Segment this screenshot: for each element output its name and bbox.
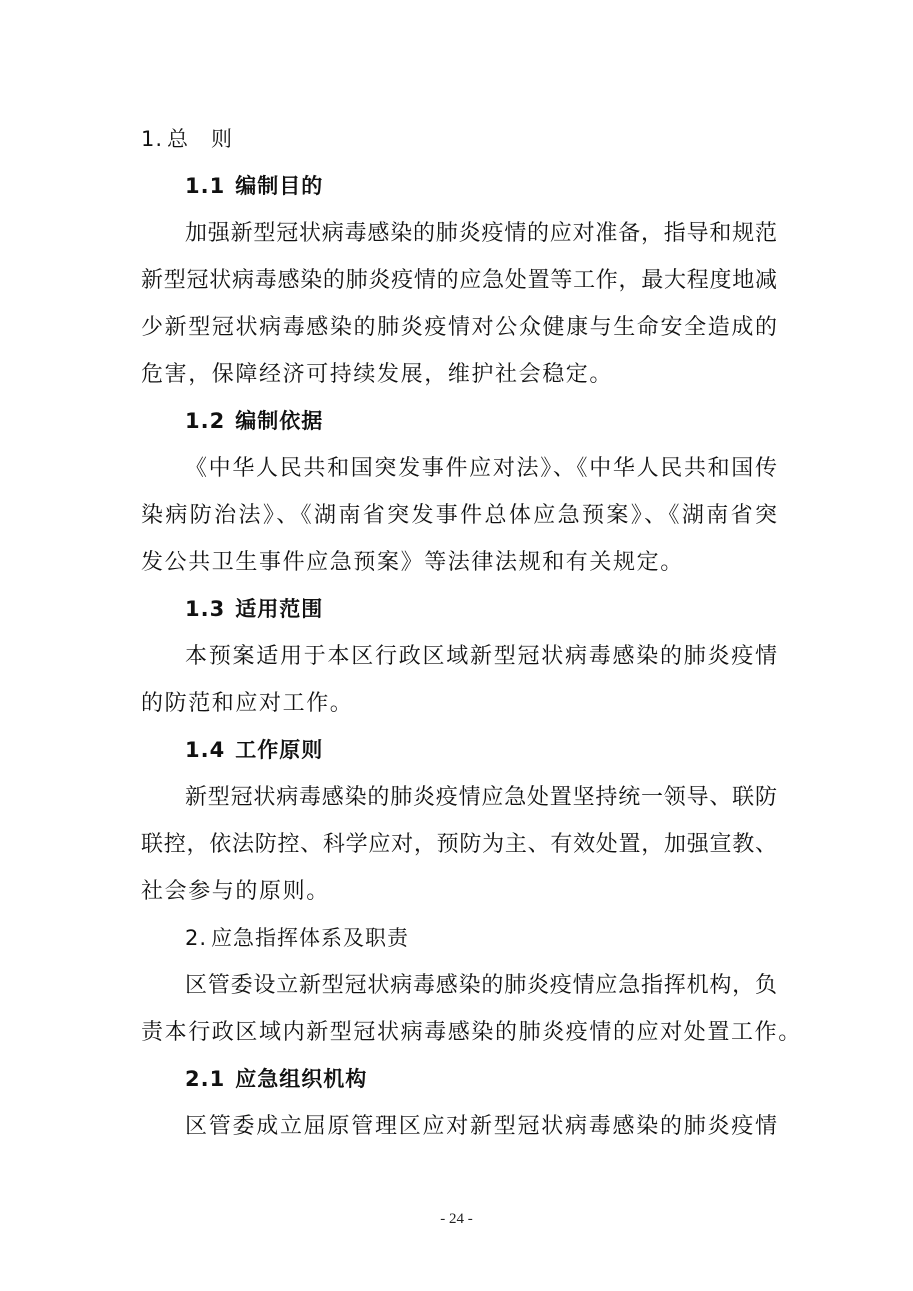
paragraph-basis bbox=[141, 445, 777, 586]
paragraph-line: 染病防治法》、《湖南省突发事件总体应急预案》、《湖南省突 bbox=[141, 503, 777, 528]
page-number: - 24 - bbox=[440, 1211, 473, 1227]
subsection-number: 1.3 bbox=[185, 597, 226, 621]
subsection-number: 1.4 bbox=[185, 738, 226, 762]
paragraph-line: 发公共卫生事件应急预案》等法律法规和有关规定。 bbox=[141, 550, 684, 575]
subsection-title: 适用范围 bbox=[235, 597, 324, 621]
paragraph-line: 区管委成立屈原管理区应对新型冠状病毒感染的肺炎疫情 bbox=[185, 1114, 777, 1139]
paragraph-line: 联控，依法防控、科学应对，预防为主、有效处置，加强宣教、 bbox=[141, 832, 777, 857]
paragraph-scope bbox=[141, 633, 777, 727]
subsection-heading-scope bbox=[141, 586, 777, 633]
paragraph-line: 《中华人民共和国突发事件应对法》、《中华人民共和国传 bbox=[185, 456, 777, 481]
section-number: 1. bbox=[141, 127, 164, 151]
subsection-heading-principles bbox=[141, 727, 777, 774]
section-number: 2. bbox=[185, 926, 208, 950]
paragraph-line: 区管委设立新型冠状病毒感染的肺炎疫情应急指挥机构，负 bbox=[185, 973, 777, 998]
paragraph-line: 加强新型冠状病毒感染的肺炎疫情的应对准备，指导和规范 bbox=[185, 221, 777, 246]
subsection-title: 应急组织机构 bbox=[235, 1067, 368, 1091]
paragraph-line: 危害，保障经济可持续发展，维护社会稳定。 bbox=[141, 362, 614, 387]
subsection-number: 1.2 bbox=[185, 409, 226, 433]
paragraph-line: 新型冠状病毒感染的肺炎疫情应急处置坚持统一领导、联防 bbox=[185, 785, 777, 810]
subsection-heading-purpose bbox=[141, 163, 777, 210]
subsection-title: 编制目的 bbox=[235, 174, 324, 198]
subsection-heading-basis bbox=[141, 398, 777, 445]
paragraph-command-system bbox=[141, 962, 802, 1056]
paragraph-purpose bbox=[141, 210, 777, 398]
paragraph-line: 新型冠状病毒感染的肺炎疫情的应急处置等工作，最大程度地减 bbox=[141, 268, 777, 293]
paragraph-line: 的防范和应对工作。 bbox=[141, 691, 354, 716]
paragraph-line: 责本行政区域内新型冠状病毒感染的肺炎疫情的应对处置工作。 bbox=[141, 1020, 802, 1045]
section-heading-general bbox=[141, 116, 777, 163]
paragraph-line: 本预案适用于本区行政区域新型冠状病毒感染的肺炎疫情 bbox=[185, 644, 777, 669]
paragraph-line: 少新型冠状病毒感染的肺炎疫情对公众健康与生命安全造成的 bbox=[141, 315, 777, 340]
subsection-number: 1.1 bbox=[185, 174, 226, 198]
subsection-title: 工作原则 bbox=[235, 738, 324, 762]
section-title: 应急指挥体系及职责 bbox=[211, 926, 410, 950]
subsection-number: 2.1 bbox=[185, 1067, 226, 1091]
section-title: 总 则 bbox=[167, 127, 234, 151]
paragraph-principles bbox=[141, 774, 777, 915]
subsection-title: 编制依据 bbox=[235, 409, 324, 433]
document-body bbox=[141, 116, 802, 1150]
subsection-heading-organization bbox=[141, 1056, 777, 1103]
paragraph-line: 社会参与的原则。 bbox=[141, 879, 330, 904]
paragraph-organization bbox=[141, 1103, 777, 1150]
section-heading-command-system bbox=[141, 915, 777, 962]
